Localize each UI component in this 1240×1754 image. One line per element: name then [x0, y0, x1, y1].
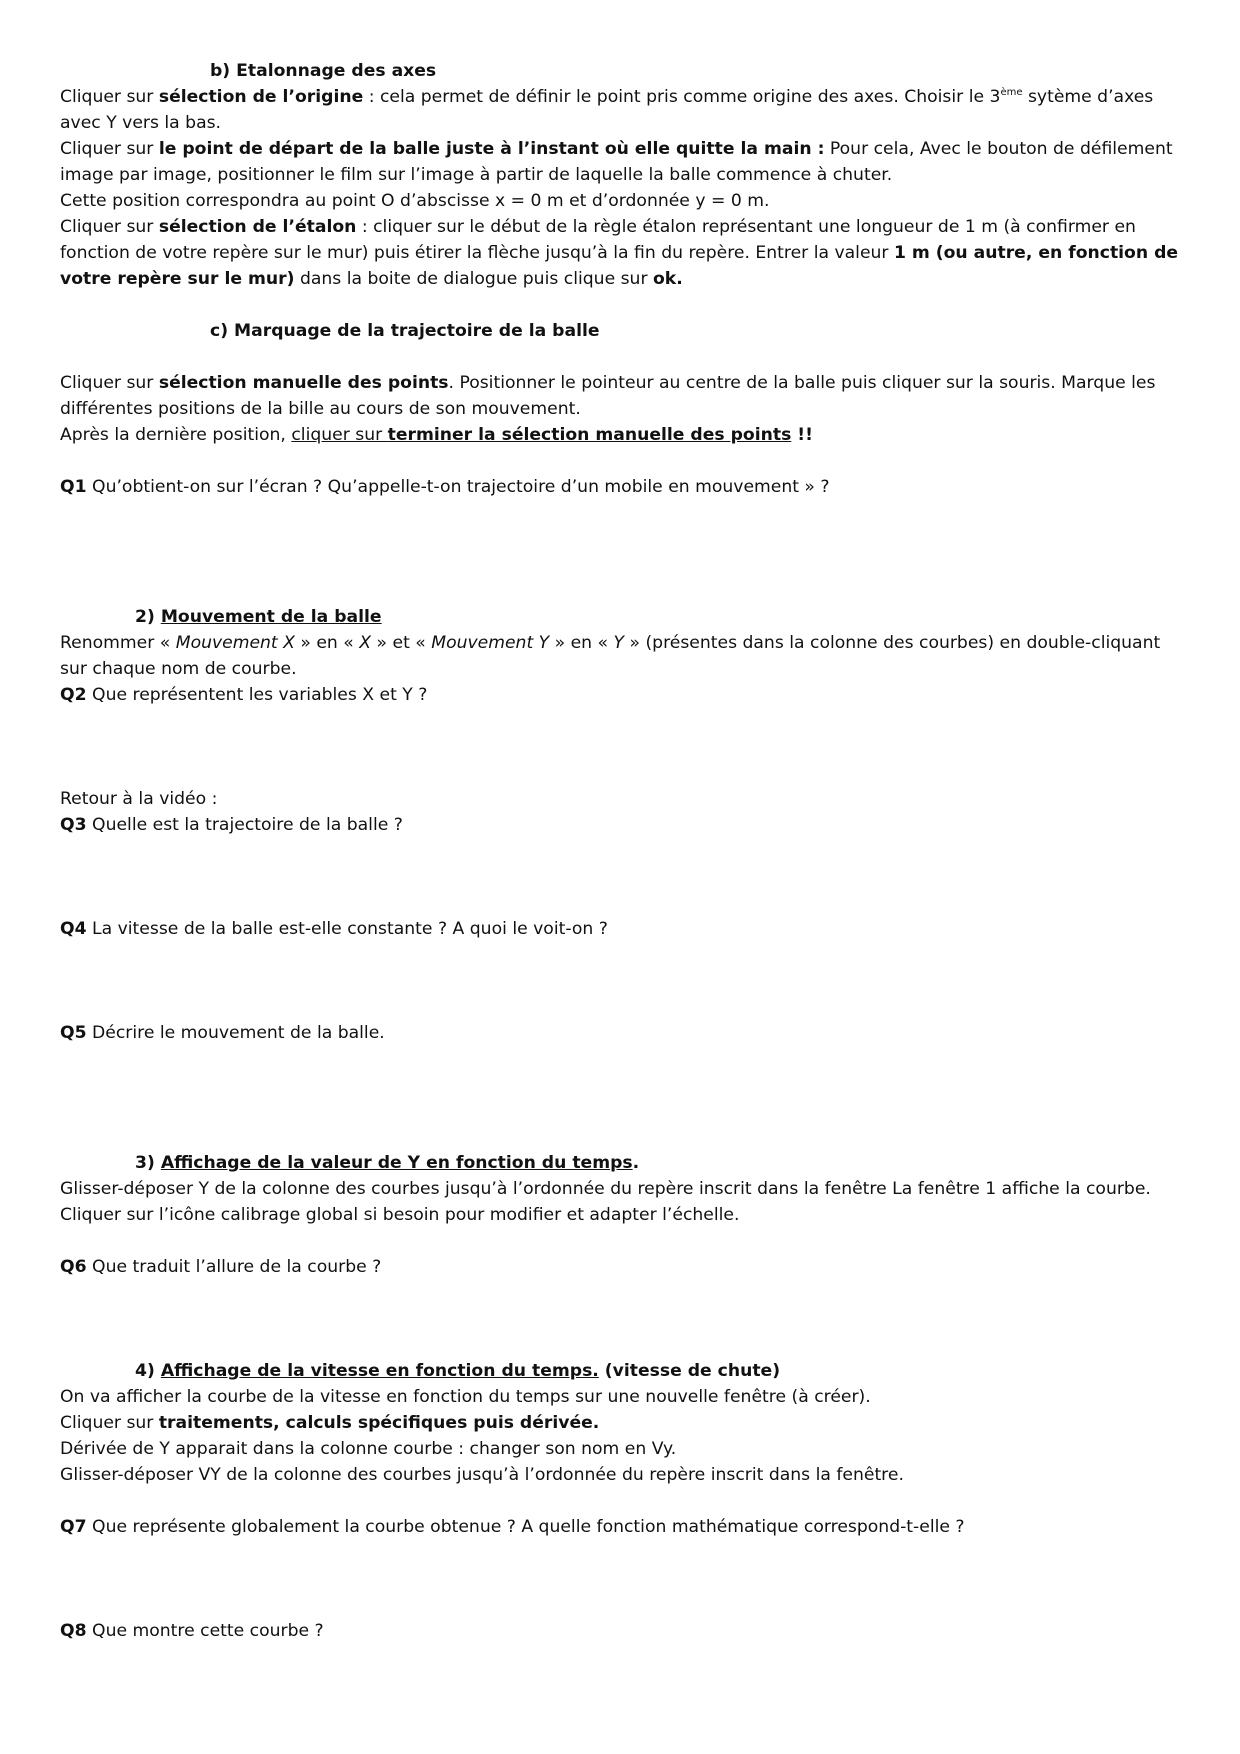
- question-label: Q6: [60, 1257, 87, 1277]
- section-2-paragraph-1: [60, 630, 1190, 682]
- question-5: [60, 1020, 1190, 1046]
- question-text: Que représentent les variables X et Y ?: [86, 685, 428, 705]
- text: Cliquer sur: [60, 1413, 159, 1433]
- text: (vitesse de chute): [598, 1361, 781, 1381]
- section-3-paragraph-1: Glisser-déposer Y de la colonne des courbes jusqu’à l’ordonnée du repère inscrit dans la fenêtre La fenêtre 1 affiche la courbe.: [60, 1179, 1151, 1199]
- spacer: [60, 448, 1190, 474]
- section-4-paragraph-4: Glisser-déposer VY de la colonne des courbes jusqu’à l’ordonnée du repère inscrit dans la fenêtre.: [60, 1465, 904, 1485]
- section-b-paragraph-2: [60, 136, 1190, 188]
- answer-space: [60, 708, 1190, 786]
- section-c-title: c) Marquage de la trajectoire de la balle: [210, 321, 600, 341]
- question-text: Quelle est la trajectoire de la balle ?: [86, 815, 403, 835]
- section-c-paragraph-2: [60, 422, 1190, 448]
- underlined-text: cliquer sur: [291, 425, 388, 445]
- answer-space: [60, 838, 1190, 916]
- section-3-title: [60, 1150, 1190, 1176]
- answer-space: [60, 1540, 1190, 1618]
- italic-text: Mouvement Y: [431, 633, 550, 653]
- bold-text: sélection de l’étalon: [158, 217, 357, 237]
- bold-text: ok.: [652, 269, 683, 289]
- bold-text: sélection manuelle des points: [158, 373, 449, 393]
- bold-text: sélection de l’: [158, 87, 295, 107]
- section-number: 2): [135, 607, 161, 627]
- italic-text: Y: [613, 633, 625, 653]
- question-4: [60, 916, 1190, 942]
- answer-space: [60, 500, 1190, 604]
- section-title: Affichage de la vitesse en fonction du temps.: [160, 1361, 599, 1381]
- question-2: [60, 682, 1190, 708]
- spacer: [60, 1488, 1190, 1514]
- text: Cliquer sur: [60, 373, 159, 393]
- italic-text: Mouvement X: [175, 633, 295, 653]
- question-text: Que traduit l’allure de la courbe ?: [86, 1257, 382, 1277]
- text: » en «: [294, 633, 360, 653]
- retour-video: Retour à la vidéo :: [60, 789, 218, 809]
- spacer: [60, 344, 1190, 370]
- question-7: [60, 1514, 1190, 1540]
- text: : cliquer sur le début de la règle étalon représentant une longueur de 1 m (à confirmer en fonction de votre repère sur le mur) puis étirer la flèche jusqu’à la fin du repère. Entrer la valeur: [60, 217, 1136, 263]
- bold-text: 1 m (ou autre, en fonction de votre repère sur le mur): [60, 243, 1179, 289]
- text: » et «: [371, 633, 432, 653]
- bold-text: traitements, calculs spécifiques puis dérivée.: [158, 1413, 600, 1433]
- answer-space: [60, 942, 1190, 1020]
- underlined-bold-text: terminer la sélection manuelle des points: [387, 425, 792, 445]
- question-label: Q5: [60, 1023, 87, 1043]
- text: » (présentes dans la colonne des courbes) en double-cliquant sur chaque nom de courbe.: [60, 633, 1161, 679]
- section-b-paragraph-4: [60, 214, 1190, 292]
- spacer: [60, 292, 1190, 318]
- question-text: Que montre cette courbe ?: [86, 1621, 324, 1641]
- text: : cela permet de définir le point pris comme origine des axes. Choisir le 3: [363, 87, 1001, 107]
- question-text: La vitesse de la balle est-elle constante ? A quoi le voit-on ?: [86, 919, 608, 939]
- text: Renommer «: [60, 633, 176, 653]
- question-3: [60, 812, 1190, 838]
- text: » en «: [549, 633, 614, 653]
- question-6: [60, 1254, 1190, 1280]
- text: Pour cela, Avec le bouton de défilement image par image, positionner le film sur l’image à partir de laquelle la balle commence à chuter.: [60, 139, 1173, 185]
- answer-space: [60, 1046, 1190, 1150]
- section-number: 4): [135, 1361, 161, 1381]
- section-4-paragraph-1: On va afficher la courbe de la vitesse en fonction du temps sur une nouvelle fenêtre (à créer).: [60, 1387, 871, 1407]
- italic-text: X: [359, 633, 372, 653]
- section-b-paragraph-3: Cette position correspondra au point O d’abscisse x = 0 m et d’ordonnée y = 0 m.: [60, 191, 770, 211]
- text: sytème d’axes avec Y vers la bas.: [60, 87, 1154, 133]
- answer-space: [60, 1280, 1190, 1358]
- bold-text: le point de départ de la balle juste à l’instant où elle quitte la main :: [158, 139, 825, 159]
- section-number: 3): [135, 1153, 161, 1173]
- section-3-paragraph-2: Cliquer sur l’icône calibrage global si besoin pour modifier et adapter l’échelle.: [60, 1205, 740, 1225]
- text: dans la boite de dialogue puis clique sur: [294, 269, 653, 289]
- question-label: Q4: [60, 919, 87, 939]
- spacer: [60, 1228, 1190, 1254]
- section-4-paragraph-3: Dérivée de Y apparait dans la colonne courbe : changer son nom en Vy.: [60, 1439, 677, 1459]
- text: Après la dernière position,: [60, 425, 292, 445]
- section-4-paragraph-2: [60, 1410, 1190, 1436]
- question-text: Décrire le mouvement de la balle.: [86, 1023, 385, 1043]
- text: . Positionner le pointeur au centre de la balle puis cliquer sur la souris. Marque les différentes positions de la bille au cours de son mouvement.: [60, 373, 1156, 419]
- bold-text: origine: [294, 87, 364, 107]
- question-text: Que représente globalement la courbe obtenue ? A quelle fonction mathématique correspond-t-elle ?: [86, 1517, 965, 1537]
- section-4-title: [60, 1358, 1190, 1384]
- question-label: Q7: [60, 1517, 87, 1537]
- section-b-title: b) Etalonnage des axes: [210, 61, 437, 81]
- question-1: [60, 474, 1190, 500]
- section-2-title: [60, 604, 1190, 630]
- section-b-paragraph-1: [60, 84, 1190, 136]
- text: Cliquer sur: [60, 139, 159, 159]
- worksheet-page: [60, 58, 1190, 1644]
- question-8: [60, 1618, 1190, 1644]
- superscript: ème: [1000, 87, 1023, 98]
- section-c-paragraph-1: [60, 370, 1190, 422]
- text: Cliquer sur: [60, 217, 159, 237]
- section-title: Mouvement de la balle: [160, 607, 382, 627]
- section-title: Affichage de la valeur de Y en fonction du temps: [160, 1153, 633, 1173]
- question-label: Q8: [60, 1621, 87, 1641]
- text: .: [632, 1153, 640, 1173]
- text: Cliquer sur: [60, 87, 159, 107]
- question-label: Q2: [60, 685, 87, 705]
- bold-text: !!: [791, 425, 813, 445]
- question-label: Q1: [60, 477, 87, 497]
- question-label: Q3: [60, 815, 87, 835]
- question-text: Qu’obtient-on sur l’écran ? Qu’appelle-t-on trajectoire d’un mobile en mouvement » ?: [86, 477, 830, 497]
